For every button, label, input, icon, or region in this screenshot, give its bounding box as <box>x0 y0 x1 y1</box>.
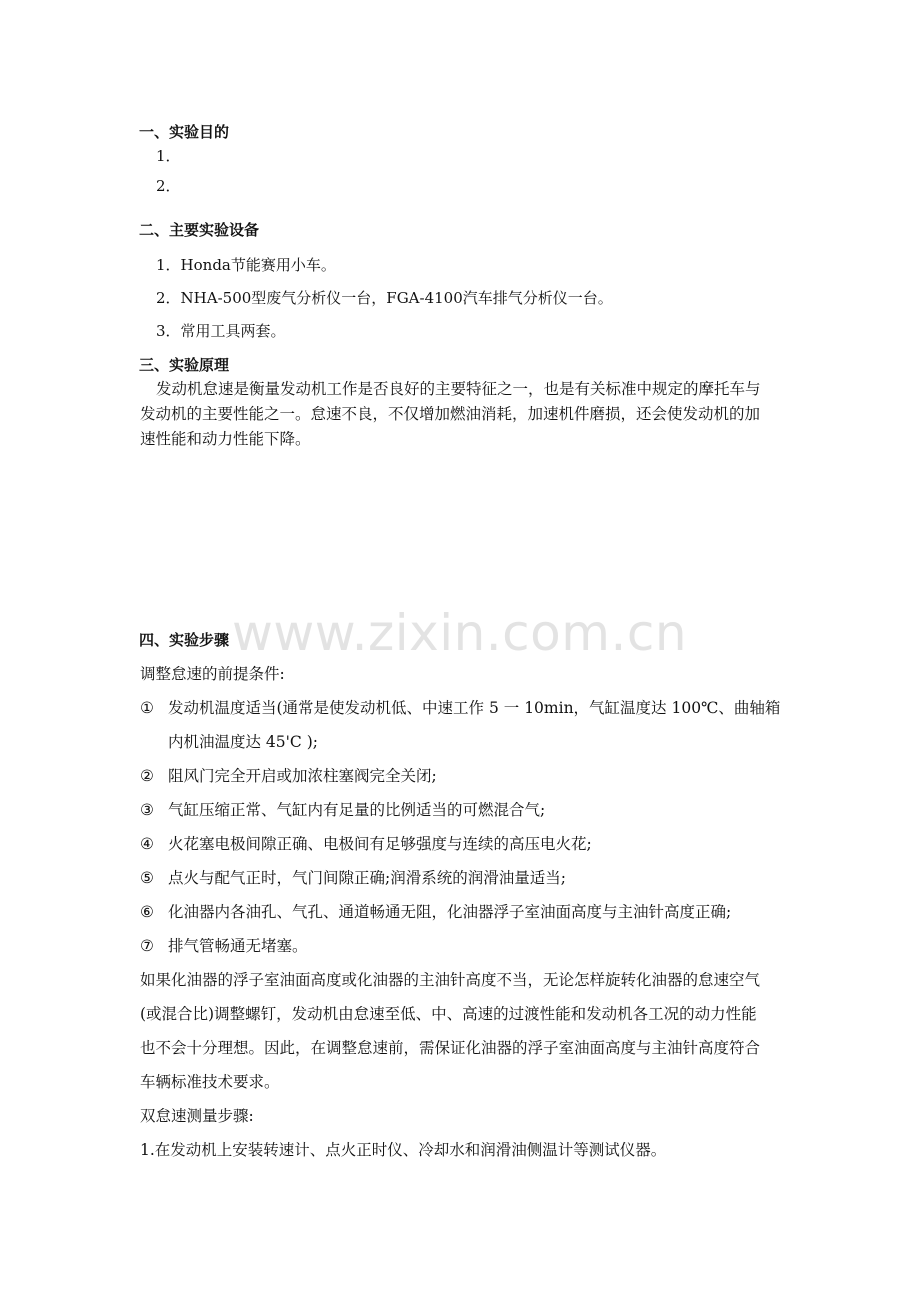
condition-item-1-continued: 内机油温度达 45'C ); <box>168 733 318 751</box>
conditions-intro: 调整怠速的前提条件: <box>140 665 285 683</box>
paragraph-line-3: 也不会十分理想。因此，在调整怠速前，需保证化油器的浮子室油面高度与主油针高度符合 <box>140 1039 761 1057</box>
purpose-item-2: 2． <box>156 177 181 195</box>
equipment-item-2: 2．NHA-500型废气分析仪一台，FGA-4100汽车排气分析仪一台。 <box>156 289 613 307</box>
measure-steps-title: 双怠速测量步骤: <box>140 1107 254 1125</box>
purpose-item-1: 1． <box>156 147 181 165</box>
section-heading-principle: 三、实验原理 <box>139 356 230 374</box>
equipment-item-1: 1．Honda节能赛用小车。 <box>156 256 336 274</box>
condition-text: 排气管畅通无堵塞。 <box>168 937 308 955</box>
condition-text: 阻风门完全开启或加浓柱塞阀完全关闭; <box>168 767 437 785</box>
condition-marker: ⑦ <box>140 937 154 955</box>
condition-text: 点火与配气正时，气门间隙正确;润滑系统的润滑油量适当; <box>168 869 566 887</box>
condition-text: 火花塞电极间隙正确、电极间有足够强度与连续的高压电火花; <box>168 835 592 853</box>
principle-line-1: 发动机怠速是衡量发动机工作是否良好的主要特征之一，也是有关标准中规定的摩托车与 <box>156 380 761 398</box>
condition-item-2 <box>140 769 437 785</box>
principle-line-3: 速性能和动力性能下降。 <box>140 430 311 448</box>
principle-line-2: 发动机的主要性能之一。怠速不良，不仅增加燃油消耗，加速机件磨损，还会使发动机的加 <box>140 405 761 423</box>
paragraph-line-2: (或混合比)调整螺钉，发动机由怠速至低、中、高速的过渡性能和发动机各工况的动力性能 <box>140 1005 757 1023</box>
section-heading-equipment: 二、主要实验设备 <box>139 221 260 239</box>
equipment-item-3: 3．常用工具两套。 <box>156 322 286 340</box>
condition-marker: ① <box>140 699 154 717</box>
condition-text: 气缸压缩正常、气缸内有足量的比例适当的可燃混合气; <box>168 801 546 819</box>
condition-item-5 <box>140 871 566 887</box>
watermark: www.zixin.com.cn <box>232 604 688 662</box>
condition-item-4 <box>140 837 592 853</box>
section-heading-steps: 四、实验步骤 <box>139 631 230 649</box>
paragraph-line-4: 车辆标准技术要求。 <box>140 1073 280 1091</box>
condition-marker: ② <box>140 767 154 785</box>
condition-item-6 <box>140 905 731 921</box>
condition-marker: ③ <box>140 801 154 819</box>
section-heading-purpose: 一、实验目的 <box>139 123 230 141</box>
measure-step-1: 1.在发动机上安装转速计、点火正时仪、冷却水和润滑油侧温计等测试仪器。 <box>140 1141 667 1159</box>
condition-item-1 <box>140 701 780 717</box>
condition-item-7 <box>140 939 308 955</box>
condition-text: 发动机温度适当(通常是使发动机低、中速工作 5 一 10min，气缸温度达 100℃、曲轴箱 <box>168 699 781 717</box>
paragraph-line-1: 如果化油器的浮子室油面高度或化油器的主油针高度不当，无论怎样旋转化油器的怠速空气 <box>140 971 761 989</box>
condition-text: 化油器内各油孔、气孔、通道畅通无阻，化油器浮子室油面高度与主油针高度正确; <box>168 903 732 921</box>
condition-marker: ⑤ <box>140 869 154 887</box>
condition-marker: ⑥ <box>140 903 154 921</box>
condition-marker: ④ <box>140 835 154 853</box>
condition-item-3 <box>140 803 545 819</box>
